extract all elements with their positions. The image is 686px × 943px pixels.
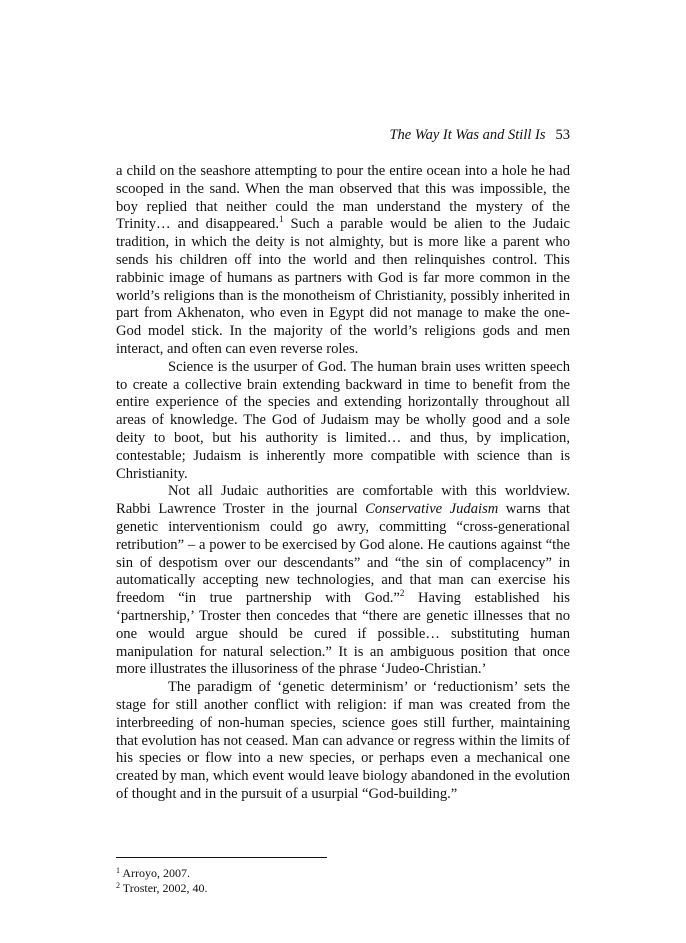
- footnote-text: Troster, 2002, 40.: [120, 881, 208, 895]
- footnote-marker: 2: [399, 588, 405, 599]
- footnote-rule: [116, 857, 327, 858]
- paragraph: [116, 679, 570, 804]
- footnote-marker: 1: [278, 214, 284, 225]
- footnote: [116, 881, 570, 896]
- body-text: [116, 163, 570, 804]
- footnotes: [116, 866, 570, 896]
- footnote-number: 1: [116, 866, 120, 875]
- text-run: Such a parable would be alien to the Judaic tradition, in which the deity is not almighty, but is more like a parent who sends his children off into the world and then relinquishes control. This rabbinic image of humans as partners with God is far more common in the world’s religions than is the monotheism of Christianity, possibly inherited in part from Akhenaton, who even in Egypt did not manage to make the one-God model stick. In the majority of the world’s religions gods and men interact, and often can even reverse roles.: [116, 216, 570, 357]
- footnote: [116, 866, 570, 881]
- text-run: a child on the seashore attempting to pour the entire ocean into a hole he had scooped in the sand. When the man observed that this was impossible, the boy replied that neither could the man understand the mystery of the Trinity… and disappeared.: [116, 163, 570, 233]
- running-title: The Way It Was and Still Is: [389, 127, 546, 143]
- text-run: Not all Judaic authorities are comfortable with this worldview. Rabbi Lawrence Troster in the journal: [116, 483, 570, 518]
- paragraph: [116, 359, 570, 484]
- footnote-number: 2: [116, 881, 120, 890]
- italic-text: Conservative Judaism: [365, 501, 499, 518]
- text-run: Science is the usurper of God. The human brain uses written speech to create a collective brain extending backward in time to benefit from the entire experience of the species and extending horizontally throughout all areas of knowledge. The God of Judaism may be wholly good and a sole deity to boot, but his authority is limited… and thus, by implication, contestable; Judaism is inherently more compatible with science than is Christianity.: [116, 358, 570, 482]
- text-run: warns that genetic interventionism could go awry, committing “cross-generational retribution” – a power to be exercised by God alone. He cautions against “the sin of despotism over our descendants” and “the sin of complacency” in automatically accepting new technologies, and that man can exercise his freedom “in true partnership with God.”: [116, 501, 570, 607]
- text-run: The paradigm of ‘genetic determinism’ or ‘reductionism’ sets the stage for still another conflict with religion: if man was created from the interbreeding of non-human species, science goes still further, maintaining that evolution has not ceased. Man can advance or regress within the limits of his species or flow into a new species, or perhaps even a mechanical one created by man, which event would leave biology abandoned in the evolution of thought and in the pursuit of a usurpial “God-building.”: [116, 679, 570, 802]
- page-number: 53: [555, 127, 570, 143]
- paragraph: [116, 163, 570, 359]
- footnote-text: Arroyo, 2007.: [120, 866, 190, 880]
- page-header: [116, 126, 570, 144]
- paragraph: [116, 483, 570, 679]
- text-run: Having established his ‘partnership,’ Troster then concedes that “there are genetic illnesses that no one would argue should be cured if possible… substituting human manipulation for natural selection.” It is an ambiguous position that once more illustrates the illusoriness of the phrase ‘Judeo-Christian.’: [116, 590, 570, 678]
